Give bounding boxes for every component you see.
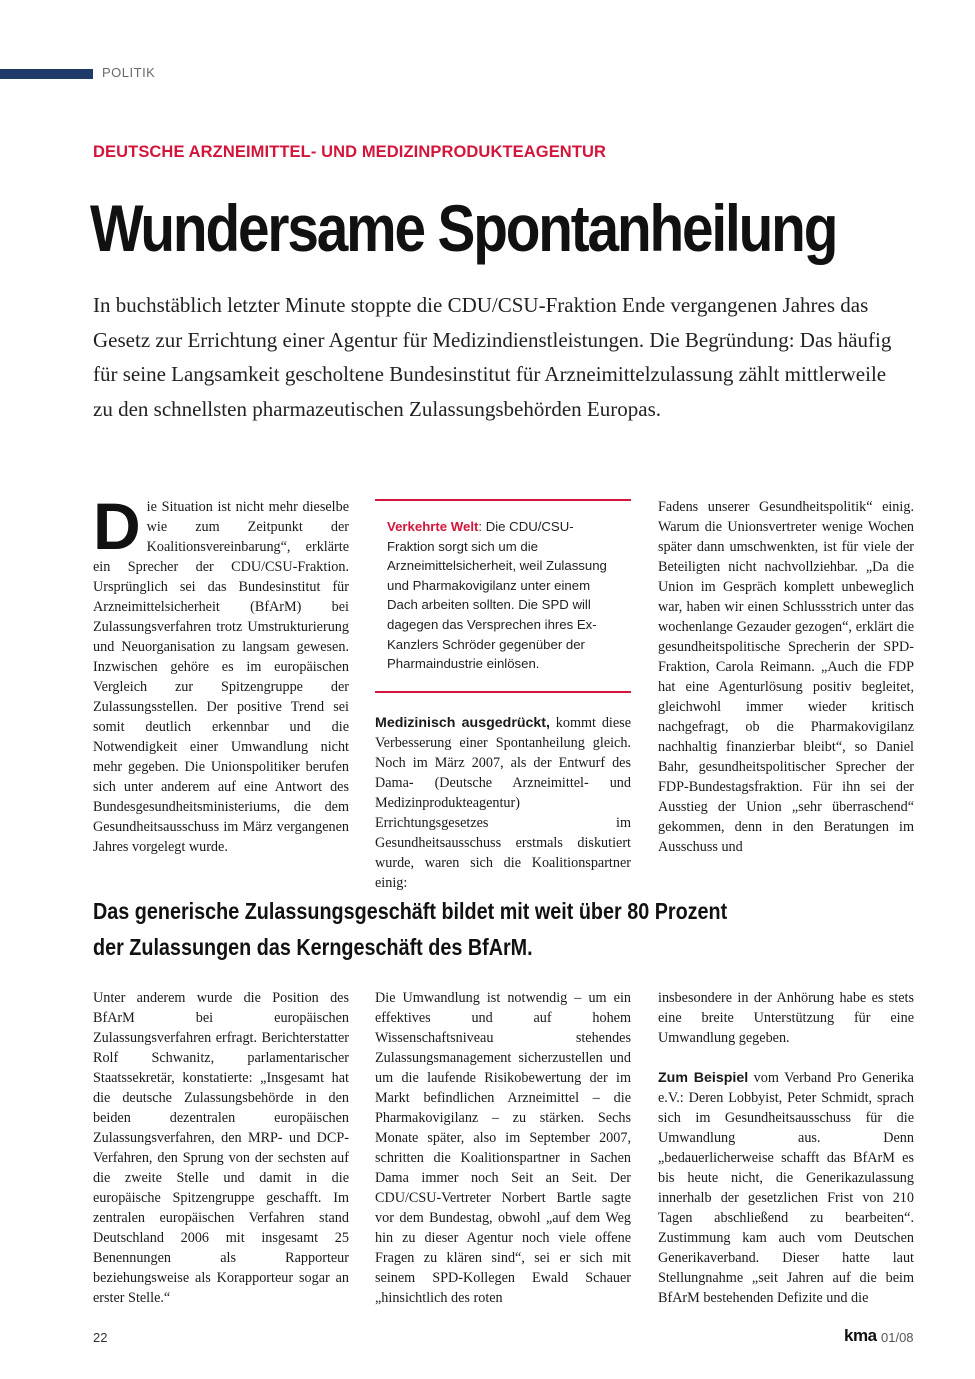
column-3-bottom-text-2: vom Verband Pro Generika e.V.: Deren Lobbyist, Peter Schmidt, sprach sich im Gesundheitsausschuss für die Umwandlung aus. Denn „bedauerlicherweise schafft das BfArM es bis heute nicht, die Generikazulassung innerhalb der gesetzlichen Frist von 210 Tagen abschließend zu bearbeiten“. Zustimmung kam auch vom Deutschen Generikaverband. Dieser hatte laut Stellungnahme „seit Jahren auf die beim BfArM bestehenden Defizite und die xyxy=(658,1070,914,1306)
issue-number: 01/08 xyxy=(881,1330,914,1345)
column-3-lead-in: Zum Beispiel xyxy=(658,1070,749,1086)
section-label: POLITIK xyxy=(102,65,156,80)
drop-cap: D xyxy=(93,489,141,563)
article-kicker: DEUTSCHE ARZNEIMITTEL- UND MEDIZINPRODUKTEAGENTUR xyxy=(93,143,607,161)
column-2-top xyxy=(375,713,631,893)
article-lead: In buchstäblich letzter Minute stoppte die CDU/CSU-Fraktion Ende vergangenen Jahres das Gesetz zur Errichtung einer Agentur für Medizindienstleistungen. Die Begründung: Das häufig für seine Langsamkeit gescholtene Bundesinstitut für Arzneimittelzulassung zählt mittlerweile zu den schnellsten pharmazeutischen Zulassungsbehörden Europas. xyxy=(93,293,892,421)
column-1-bottom-text: Unter anderem wurde die Position des BfArM bei europäischen Zulassungsverfahren erfragt. Berichterstatter Rolf Schwanitz, parlamentarischer Staatssekretär, konstatierte: „Insgesamt hat die deutsche Zulassungsbehörde in den beiden dezentralen europäischen Zulassungsverfahren, den MRP- und DCP-Verfahren, den Sprung von der sechsten auf die zweite Stelle und damit in die europäische Spitzengruppe geschafft. Im zentralen europäischen Verfahren stand Deutschland 2006 mit insgesamt 25 Benennungen als Rapporteur beziehungsweise als Korapporteur sogar an erster Stelle.“ xyxy=(93,990,349,1306)
column-2-bottom xyxy=(375,988,631,1308)
pull-quote xyxy=(93,893,727,965)
column-2-top-text: kommt diese Verbesserung einer Spontanheilung gleich. Noch im März 2007, als der Entwurf des Dama- (Deutsche Arzneimittel- und Medizinprodukteagentur) Errichtungsgesetzes im Gesundheitsausschuss erstmals diskutiert wurde, waren sich die Koalitionspartner einig: xyxy=(375,715,631,891)
column-3-bottom xyxy=(658,988,914,1308)
column-1-top-text: ie Situation ist nicht mehr dieselbe wie zum Zeitpunkt der Koalitionsvereinbarung“, erklärte ein Sprecher der CDU/CSU-Fraktion. Ursprünglich sei das Bundesinstitut für Arzneimittelsicherheit (BfArM) bei Zulassungsverfahren trotz Umstrukturierung und Neuorganisation zu langsam gewesen. Inzwischen gehöre es im europäischen Vergleich zur Spitzengruppe der Zulassungsstellen. Der positive Trend sei somit deutlich erkennbar und die Notwendigkeit einer Umwandlung nicht mehr gegeben. Die Unionspolitiker berufen sich unter anderem auf eine Antwort des Bundesgesundheitsministeriums, die dem Gesundheitsausschuss im März vergangenen Jahres vorgelegt wurde. xyxy=(93,499,349,855)
info-box-label: Verkehrte Welt xyxy=(387,519,479,534)
pull-quote-line-2: der Zulassungen das Kerngeschäft des BfArM. xyxy=(93,934,533,960)
info-box xyxy=(375,499,631,693)
column-3-top-text: Fadens unserer Gesundheitspolitik“ einig. Warum die Unionsvertreter wenige Wochen später dann umschwenkten, ist für viele der Beteiligten nicht nachvollziehbar. „Da die Union im Gespräch komplett unbeweglich war, haben wir einen Schlussstrich unter das wochenlange Gezauder gezogen“, erklärt die gesundheitspolitische Sprecherin der SPD-Fraktion, Carola Reimann. „Auch die FDP hat eine Agenturlösung positiv begleitet, gleichwohl immer wieder kritisch nachgefragt, ob die Pharmakovigilanz nachhaltig finanzierbar bleibt“, so Daniel Bahr, gesundheitspolitischer Sprecher der FDP-Bundestagsfraktion. Für ihn sei der Ausstieg der Union „sehr überraschend“ gekommen, denn in den Beratungen im Ausschuss und xyxy=(658,499,914,855)
article-headline: Wundersame Spontanheilung xyxy=(90,191,837,265)
page-number: 22 xyxy=(93,1330,108,1345)
column-3-top xyxy=(658,497,914,857)
info-box-text: : Die CDU/CSU-Fraktion sorgt sich um die Arzneimittelsicherheit, weil Zulassung und Pharmakovigilanz unter einem Dach arbeiten sollten. Die SPD will dagegen das Versprechen ihres Ex-Kanzlers Schröder gegenüber der Pharmaindustrie einlösen. xyxy=(387,519,607,672)
magazine-logo: kma xyxy=(844,1326,877,1345)
column-3-bottom-text-1: insbesondere in der Anhörung habe es stets eine breite Unterstützung für eine Umwandlung gegeben. xyxy=(658,990,914,1046)
column-1-bottom xyxy=(93,988,349,1308)
column-2-bottom-text: Die Umwandlung ist notwendig – um ein effektives und auf hohem Wissenschaftsniveau stehendes Zulassungsmanagement sicherzustellen und um die laufende Risikobewertung der im Markt befindlichen Arzneimittel – die Pharmakovigilanz – zu stärken. Sechs Monate später, also im September 2007, schritten die Koalitionspartner in Sachen Dama immer noch Seit an Seit. Der CDU/CSU-Vertreter Norbert Bartle sagte vor dem Bundestag, obwohl „auf dem Weg hin zu dieser Agentur noch viele offene Fragen zu klären sind“, sei er sich mit seinem SPD-Kollegen Ewald Schauer „hinsichtlich des roten xyxy=(375,990,631,1306)
column-2-lead-in: Medizinisch ausgedrückt, xyxy=(375,715,550,731)
section-color-bar xyxy=(0,69,93,79)
pull-quote-line-1: Das generische Zulassungsgeschäft bildet mit weit über 80 Prozent xyxy=(93,898,728,924)
column-1-top xyxy=(93,489,349,857)
